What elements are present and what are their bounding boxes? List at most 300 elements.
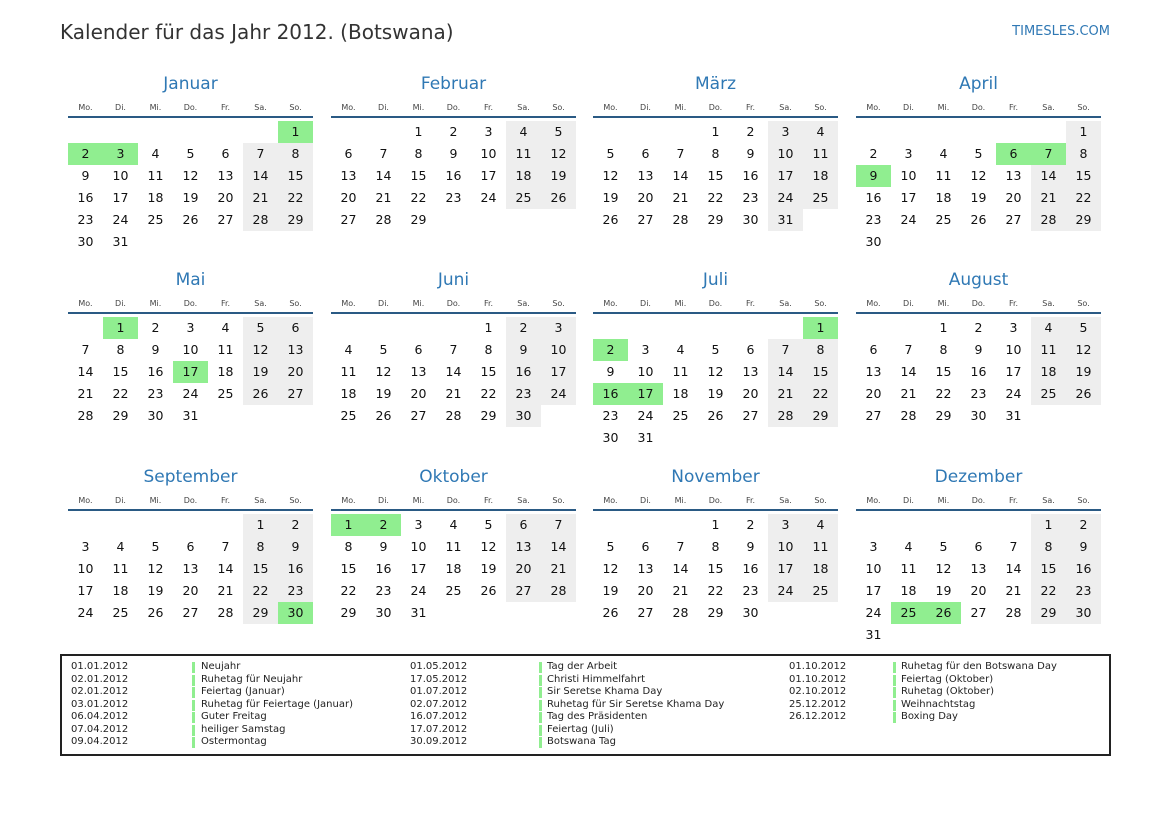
- day-cell: 2: [449, 124, 458, 139]
- day-cell: 6: [344, 146, 353, 161]
- day-cell: 20: [182, 583, 199, 598]
- day-cell: 20: [506, 558, 541, 580]
- day-cell: 29: [480, 408, 497, 423]
- legend-date: 01.01.2012: [71, 661, 129, 672]
- day-cell: 7: [676, 539, 685, 554]
- month-divider: [593, 312, 838, 314]
- legend-marker: [893, 712, 896, 723]
- day-cell: 3: [1009, 320, 1018, 335]
- day-cell: 9: [1066, 536, 1101, 558]
- day-cell: 13: [506, 536, 541, 558]
- day-cell: 23: [602, 408, 619, 423]
- day-cell: 19: [541, 165, 576, 187]
- day-cell: 1: [711, 517, 720, 532]
- day-cell: 6: [746, 342, 755, 357]
- month-name: Februar: [420, 74, 487, 94]
- day-cell: 26: [147, 605, 164, 620]
- legend-date: 07.04.2012: [71, 723, 129, 735]
- legend-holiday-name: Ruhetag für Feiertage (Januar): [201, 698, 353, 710]
- day-cell: 16: [77, 190, 94, 205]
- day-cell: 2: [151, 320, 160, 335]
- weekday-header: Sa.: [254, 103, 267, 112]
- day-cell: 9: [506, 339, 541, 361]
- day-cell: 15: [707, 168, 724, 183]
- legend-marker: [539, 700, 542, 711]
- day-cell: 12: [243, 339, 278, 361]
- day-cell: 9: [449, 146, 458, 161]
- day-cell: 11: [217, 342, 234, 357]
- legend-marker: [192, 662, 195, 673]
- day-cell: 15: [243, 558, 278, 580]
- day-cell: 28: [672, 212, 689, 227]
- day-cell: 4: [116, 539, 125, 554]
- day-cell: 5: [151, 539, 160, 554]
- day-cell: 1: [1066, 121, 1101, 143]
- day-cell: 20: [637, 190, 654, 205]
- day-cell: 24: [480, 190, 497, 205]
- day-cell: 24: [112, 212, 129, 227]
- day-cell: 17: [768, 165, 803, 187]
- day-cell: 29: [707, 212, 724, 227]
- weekday-header: Mo.: [78, 496, 93, 505]
- weekday-header: So.: [814, 496, 827, 505]
- day-cell: 26: [243, 383, 278, 405]
- day-cell: 26: [1066, 383, 1101, 405]
- day-cell: 23: [970, 386, 987, 401]
- legend-date: 01.10.2012: [789, 673, 847, 685]
- weekday-header: Di.: [115, 103, 126, 112]
- holiday-day-cell: 2: [68, 143, 103, 165]
- day-cell: 25: [340, 408, 357, 423]
- day-cell: 20: [637, 583, 654, 598]
- legend-marker: [539, 662, 542, 673]
- day-cell: 21: [672, 190, 689, 205]
- day-cell: 4: [803, 514, 838, 536]
- day-cell: 24: [768, 187, 803, 209]
- weekday-header: So.: [1077, 299, 1090, 308]
- day-cell: 30: [602, 430, 619, 445]
- day-cell: 30: [1066, 602, 1101, 624]
- day-cell: 11: [672, 364, 689, 379]
- month-name: Oktober: [419, 467, 488, 487]
- weekday-header: Fr.: [220, 496, 231, 505]
- day-cell: 24: [1005, 386, 1022, 401]
- holiday-day-cell: 25: [891, 602, 926, 624]
- month-name: Juni: [437, 270, 470, 290]
- weekday-header: Do.: [446, 103, 461, 112]
- day-cell: 21: [1005, 583, 1022, 598]
- weekday-header: Fr.: [483, 299, 494, 308]
- day-cell: 18: [340, 386, 357, 401]
- day-cell: 21: [217, 583, 234, 598]
- day-cell: 11: [445, 539, 462, 554]
- day-cell: 27: [970, 605, 987, 620]
- day-cell: 17: [865, 583, 882, 598]
- day-cell: 17: [900, 190, 917, 205]
- day-cell: 13: [637, 168, 654, 183]
- day-cell: 2: [974, 320, 983, 335]
- brand-link[interactable]: TIMESLES.COM: [1012, 24, 1110, 39]
- month-name: April: [959, 74, 998, 94]
- day-cell: 24: [900, 212, 917, 227]
- day-cell: 11: [147, 168, 164, 183]
- day-cell: 6: [506, 514, 541, 536]
- day-cell: 27: [506, 580, 541, 602]
- day-cell: 19: [480, 561, 497, 576]
- month-divider: [593, 509, 838, 511]
- month-divider: [331, 116, 576, 118]
- day-cell: 20: [865, 386, 882, 401]
- weekday-header: Sa.: [1042, 103, 1055, 112]
- legend-marker: [539, 675, 542, 686]
- day-cell: 4: [676, 342, 685, 357]
- day-cell: 9: [746, 539, 755, 554]
- month-divider: [68, 312, 313, 314]
- day-cell: 25: [672, 408, 689, 423]
- holiday-legend: [60, 654, 1111, 756]
- weekday-header: Mi.: [149, 103, 162, 112]
- day-cell: 9: [151, 342, 160, 357]
- weekday-header: Mi.: [149, 496, 162, 505]
- holiday-day-cell: 2: [593, 339, 628, 361]
- day-cell: 7: [904, 342, 913, 357]
- day-cell: 4: [803, 121, 838, 143]
- legend-date: 01.10.2012: [789, 661, 847, 672]
- day-cell: 6: [186, 539, 195, 554]
- day-cell: 8: [344, 539, 353, 554]
- day-cell: 18: [445, 561, 462, 576]
- day-cell: 11: [803, 536, 838, 558]
- day-cell: 10: [480, 146, 497, 161]
- day-cell: 26: [375, 408, 392, 423]
- legend-holiday-name: Tag des Präsidenten: [547, 711, 648, 722]
- day-cell: 27: [278, 383, 313, 405]
- weekday-header: Mo.: [603, 496, 618, 505]
- legend-marker: [893, 700, 896, 711]
- day-cell: 4: [904, 539, 913, 554]
- day-cell: 31: [410, 605, 427, 620]
- day-cell: 24: [768, 580, 803, 602]
- day-cell: 22: [803, 383, 838, 405]
- weekday-header: Do.: [708, 299, 723, 308]
- day-cell: 2: [506, 317, 541, 339]
- day-cell: 19: [243, 361, 278, 383]
- day-cell: 3: [768, 121, 803, 143]
- weekday-header: Sa.: [254, 496, 267, 505]
- legend-marker: [192, 737, 195, 748]
- weekday-header: Di.: [378, 103, 389, 112]
- weekday-header: So.: [289, 496, 302, 505]
- day-cell: 3: [484, 124, 493, 139]
- day-cell: 5: [379, 342, 388, 357]
- day-cell: 18: [112, 583, 129, 598]
- day-cell: 24: [410, 583, 427, 598]
- day-cell: 23: [742, 583, 759, 598]
- day-cell: 1: [414, 124, 423, 139]
- day-cell: 13: [1005, 168, 1022, 183]
- legend-marker: [539, 725, 542, 736]
- holiday-day-cell: 1: [803, 317, 838, 339]
- weekday-header: Mo.: [866, 103, 881, 112]
- day-cell: 31: [182, 408, 199, 423]
- day-cell: 23: [742, 190, 759, 205]
- weekday-header: Mo.: [341, 299, 356, 308]
- day-cell: 15: [278, 165, 313, 187]
- day-cell: 1: [484, 320, 493, 335]
- day-cell: 5: [541, 121, 576, 143]
- day-cell: 12: [935, 561, 952, 576]
- holiday-day-cell: 17: [628, 383, 663, 405]
- day-cell: 3: [869, 539, 878, 554]
- day-cell: 26: [541, 187, 576, 209]
- day-cell: 29: [1031, 602, 1066, 624]
- day-cell: 14: [445, 364, 462, 379]
- holiday-day-cell: 6: [996, 143, 1031, 165]
- weekday-header: Mo.: [866, 496, 881, 505]
- day-cell: 10: [112, 168, 129, 183]
- weekday-header: Do.: [183, 299, 198, 308]
- day-cell: 15: [410, 168, 427, 183]
- day-cell: 26: [707, 408, 724, 423]
- day-cell: 8: [803, 339, 838, 361]
- weekday-header: Mi.: [937, 299, 950, 308]
- legend-holiday-name: Feiertag (Oktober): [901, 673, 994, 685]
- day-cell: 27: [217, 212, 234, 227]
- day-cell: 13: [637, 561, 654, 576]
- legend-marker: [893, 675, 896, 686]
- day-cell: 1: [711, 124, 720, 139]
- day-cell: 12: [602, 168, 619, 183]
- weekday-header: Mi.: [412, 496, 425, 505]
- month-name: Januar: [163, 74, 218, 94]
- weekday-header: Mi.: [937, 103, 950, 112]
- day-cell: 19: [602, 583, 619, 598]
- day-cell: 31: [112, 234, 129, 249]
- day-cell: 14: [217, 561, 234, 576]
- legend-holiday-name: Ruhetag für den Botswana Day: [901, 661, 1057, 672]
- legend-marker: [539, 712, 542, 723]
- weekday-header: Mi.: [937, 496, 950, 505]
- month-divider: [856, 116, 1101, 118]
- day-cell: 7: [541, 514, 576, 536]
- day-cell: 28: [1031, 209, 1066, 231]
- day-cell: 25: [147, 212, 164, 227]
- day-cell: 4: [1031, 317, 1066, 339]
- day-cell: 14: [1005, 561, 1022, 576]
- day-cell: 5: [606, 539, 615, 554]
- weekday-header: Do.: [183, 103, 198, 112]
- day-cell: 19: [935, 583, 952, 598]
- legend-holiday-name: Neujahr: [201, 661, 241, 672]
- day-cell: 5: [1066, 317, 1101, 339]
- day-cell: 23: [506, 383, 541, 405]
- day-cell: 6: [869, 342, 878, 357]
- day-cell: 10: [77, 561, 94, 576]
- day-cell: 3: [414, 517, 423, 532]
- day-cell: 1: [1031, 514, 1066, 536]
- day-cell: 11: [935, 168, 952, 183]
- day-cell: 29: [410, 212, 427, 227]
- holiday-day-cell: 2: [366, 514, 401, 536]
- day-cell: 13: [410, 364, 427, 379]
- legend-marker: [192, 700, 195, 711]
- day-cell: 22: [410, 190, 427, 205]
- month-divider: [68, 509, 313, 511]
- legend-marker: [192, 687, 195, 698]
- weekday-header: Sa.: [779, 496, 792, 505]
- day-cell: 16: [865, 190, 882, 205]
- weekday-header: Fr.: [1008, 496, 1019, 505]
- day-cell: 31: [865, 627, 882, 642]
- day-cell: 22: [278, 187, 313, 209]
- day-cell: 13: [970, 561, 987, 576]
- holiday-day-cell: 9: [856, 165, 891, 187]
- weekday-header: Do.: [446, 299, 461, 308]
- day-cell: 23: [375, 583, 392, 598]
- day-cell: 8: [1031, 536, 1066, 558]
- day-cell: 22: [243, 580, 278, 602]
- day-cell: 12: [541, 143, 576, 165]
- day-cell: 8: [1066, 143, 1101, 165]
- day-cell: 30: [865, 234, 882, 249]
- legend-holiday-name: Christi Himmelfahrt: [547, 673, 646, 685]
- month-name: Juli: [702, 270, 729, 290]
- day-cell: 18: [803, 165, 838, 187]
- day-cell: 7: [768, 339, 803, 361]
- month-divider: [331, 509, 576, 511]
- day-cell: 8: [484, 342, 493, 357]
- weekday-header: So.: [552, 299, 565, 308]
- legend-date: 02.01.2012: [71, 673, 129, 685]
- day-cell: 21: [375, 190, 392, 205]
- day-cell: 31: [637, 430, 654, 445]
- day-cell: 11: [340, 364, 357, 379]
- day-cell: 8: [243, 536, 278, 558]
- legend-date: 02.10.2012: [789, 686, 847, 697]
- month-divider: [331, 312, 576, 314]
- holiday-day-cell: 30: [278, 602, 313, 624]
- day-cell: 27: [865, 408, 882, 423]
- day-cell: 16: [278, 558, 313, 580]
- legend-date: 30.09.2012: [410, 736, 468, 747]
- day-cell: 14: [243, 165, 278, 187]
- weekday-header: Di.: [640, 299, 651, 308]
- weekday-header: Mo.: [341, 103, 356, 112]
- day-cell: 25: [1031, 383, 1066, 405]
- weekday-header: Fr.: [220, 103, 231, 112]
- day-cell: 10: [768, 143, 803, 165]
- day-cell: 16: [742, 561, 759, 576]
- weekday-header: Sa.: [254, 299, 267, 308]
- day-cell: 24: [77, 605, 94, 620]
- day-cell: 11: [900, 561, 917, 576]
- day-cell: 24: [637, 408, 654, 423]
- day-cell: 31: [768, 209, 803, 231]
- weekday-header: Fr.: [483, 103, 494, 112]
- day-cell: 7: [243, 143, 278, 165]
- weekday-header: Fr.: [745, 299, 756, 308]
- day-cell: 5: [711, 342, 720, 357]
- day-cell: 6: [641, 539, 650, 554]
- legend-date: 02.01.2012: [71, 686, 129, 697]
- day-cell: 13: [182, 561, 199, 576]
- day-cell: 27: [182, 605, 199, 620]
- holiday-day-cell: 17: [173, 361, 208, 383]
- weekday-header: Sa.: [779, 103, 792, 112]
- day-cell: 7: [379, 146, 388, 161]
- legend-holiday-name: Boxing Day: [901, 711, 958, 722]
- legend-holiday-name: Feiertag (Januar): [201, 686, 285, 697]
- day-cell: 9: [974, 342, 983, 357]
- day-cell: 3: [768, 514, 803, 536]
- legend-holiday-name: Sir Seretse Khama Day: [547, 686, 663, 697]
- day-cell: 29: [803, 405, 838, 427]
- month-name: März: [695, 74, 736, 94]
- day-cell: 18: [147, 190, 164, 205]
- legend-marker: [192, 712, 195, 723]
- day-cell: 21: [541, 558, 576, 580]
- month-name: Dezember: [934, 467, 1023, 487]
- day-cell: 12: [602, 561, 619, 576]
- day-cell: 18: [935, 190, 952, 205]
- day-cell: 29: [707, 605, 724, 620]
- day-cell: 2: [869, 146, 878, 161]
- weekday-header: Sa.: [517, 103, 530, 112]
- day-cell: 17: [1005, 364, 1022, 379]
- day-cell: 27: [1005, 212, 1022, 227]
- day-cell: 21: [672, 583, 689, 598]
- day-cell: 14: [1031, 165, 1066, 187]
- day-cell: 30: [970, 408, 987, 423]
- day-cell: 23: [445, 190, 462, 205]
- day-cell: 8: [116, 342, 125, 357]
- day-cell: 10: [410, 539, 427, 554]
- day-cell: 30: [506, 405, 541, 427]
- day-cell: 19: [602, 190, 619, 205]
- legend-holiday-name: Tag der Arbeit: [547, 661, 618, 672]
- day-cell: 25: [217, 386, 234, 401]
- month-divider: [856, 509, 1101, 511]
- day-cell: 26: [602, 605, 619, 620]
- day-cell: 19: [1066, 361, 1101, 383]
- day-cell: 29: [1066, 209, 1101, 231]
- month-name: August: [948, 270, 1009, 290]
- day-cell: 28: [217, 605, 234, 620]
- day-cell: 14: [768, 361, 803, 383]
- legend-date: 26.12.2012: [789, 711, 847, 722]
- day-cell: 15: [935, 364, 952, 379]
- weekday-header: Mi.: [674, 103, 687, 112]
- weekday-header: Mi.: [412, 103, 425, 112]
- day-cell: 23: [865, 212, 882, 227]
- day-cell: 4: [506, 121, 541, 143]
- day-cell: 7: [676, 146, 685, 161]
- day-cell: 28: [77, 408, 94, 423]
- legend-holiday-name: heiliger Samstag: [201, 723, 286, 735]
- weekday-header: Fr.: [745, 103, 756, 112]
- weekday-header: Fr.: [1008, 103, 1019, 112]
- weekday-header: Mi.: [674, 299, 687, 308]
- weekday-header: So.: [1077, 496, 1090, 505]
- legend-date: 25.12.2012: [789, 698, 847, 710]
- day-cell: 25: [506, 187, 541, 209]
- legend-date: 16.07.2012: [410, 711, 468, 722]
- weekday-header: Do.: [708, 496, 723, 505]
- month-divider: [856, 312, 1101, 314]
- day-cell: 15: [707, 561, 724, 576]
- day-cell: 20: [1005, 190, 1022, 205]
- day-cell: 4: [939, 146, 948, 161]
